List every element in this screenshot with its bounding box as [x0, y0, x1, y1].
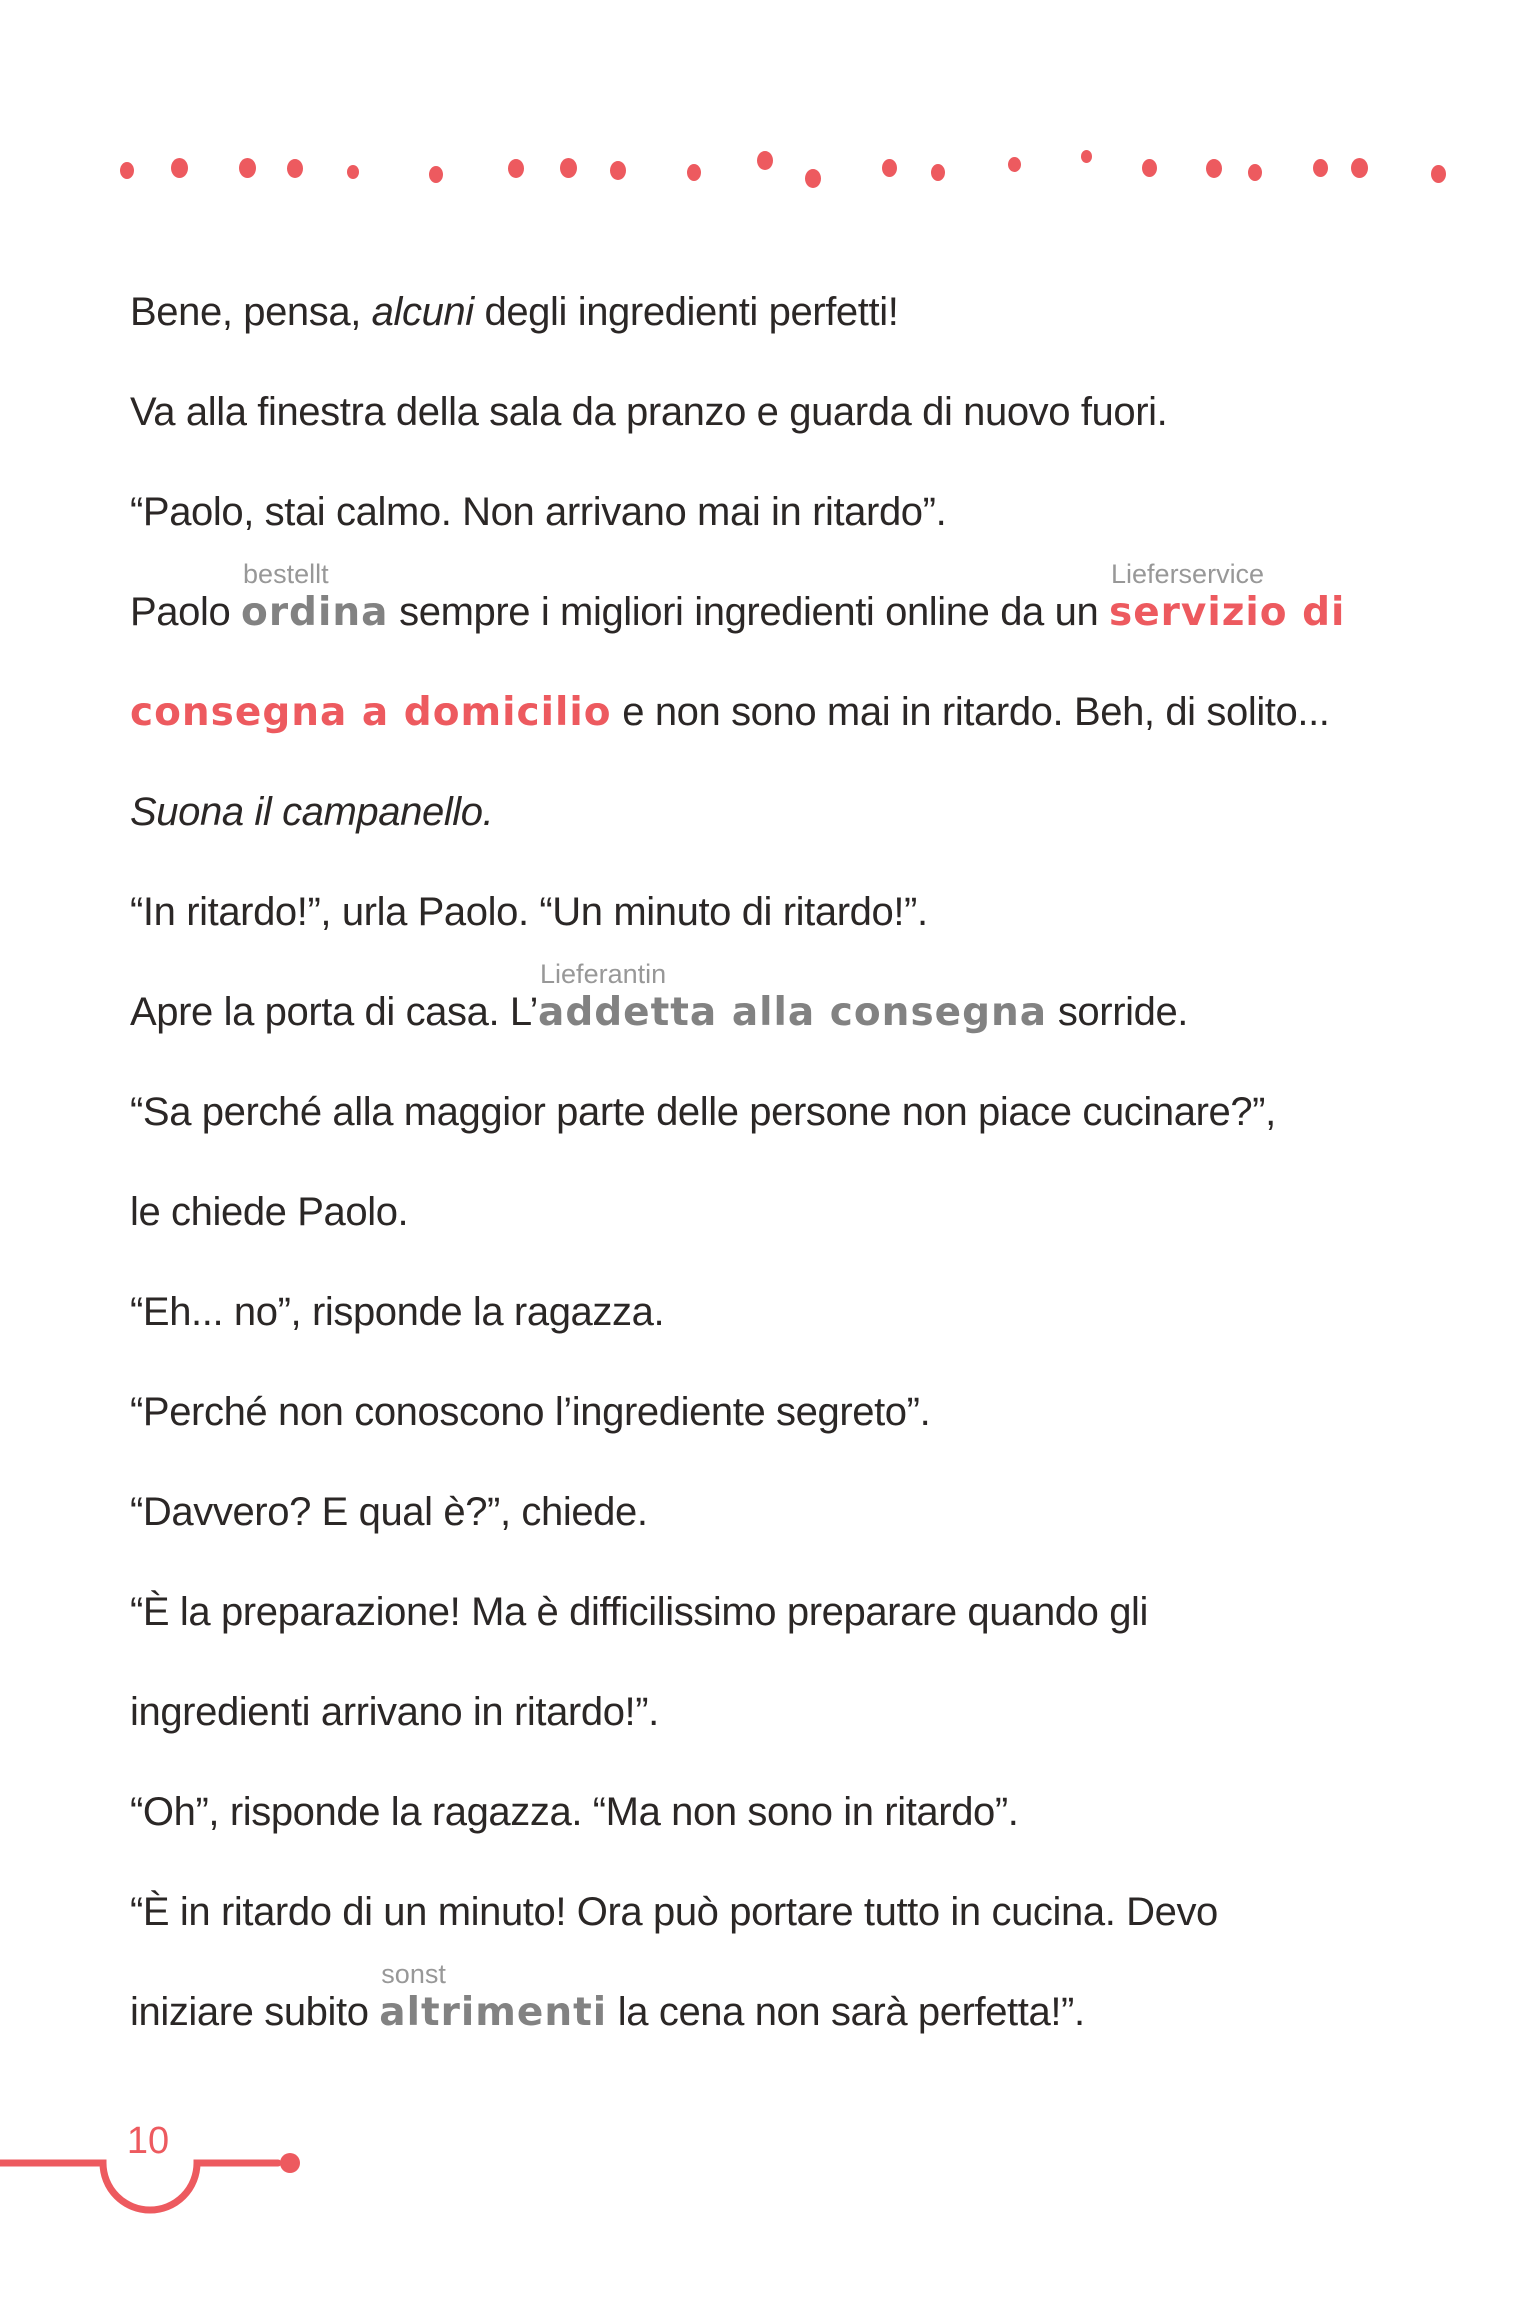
decorative-dot [1431, 165, 1446, 183]
decorative-dot [1142, 159, 1157, 177]
text-segment: le chiede Paolo. [130, 1190, 409, 1234]
story-line [130, 1958, 1493, 2062]
text-segment: ingredienti arrivano in ritardo!”. [130, 1690, 659, 1734]
story-line [130, 362, 1493, 462]
german-gloss-annotation: sonst [381, 1958, 446, 1989]
german-gloss-annotation: Lieferantin [540, 958, 667, 989]
text-segment: “È la preparazione! Ma è difficilissimo preparare quando gli [130, 1590, 1149, 1634]
decorative-dot [120, 162, 134, 179]
text-segment: “È in ritardo di un minuto! Ora può portare tutto in cucina. Devo [130, 1890, 1218, 1934]
text-segment: iniziare subito [130, 1990, 380, 2034]
decorative-dot [1081, 150, 1092, 163]
text-segment: alcuni [371, 290, 474, 334]
story-line [130, 862, 1493, 962]
text-segment: consegna a domicilio [130, 690, 612, 735]
glossed-word: altrimenti sonst [379, 1958, 608, 2035]
text-segment: “Eh... no”, risponde la ragazza. [130, 1290, 665, 1334]
footer-end-dot [280, 2153, 300, 2173]
decorative-dot [1206, 159, 1222, 178]
text-segment: Paolo [130, 590, 242, 634]
decorative-dot [931, 164, 945, 181]
text-segment: sempre i migliori ingredienti online da un [388, 590, 1110, 634]
decorative-dot [347, 165, 359, 179]
german-gloss-annotation: bestellt [243, 558, 329, 589]
text-segment: “Paolo, stai calmo. Non arrivano mai in ritardo”. [130, 490, 947, 534]
text-segment: degli ingredienti perfetti! [473, 290, 899, 334]
decorative-dot [882, 159, 897, 177]
story-line [130, 262, 1493, 362]
decorative-dot [429, 166, 443, 183]
glossed-word: ordina bestellt [241, 558, 389, 635]
story-line [130, 1462, 1493, 1562]
text-segment: “Oh”, risponde la ragazza. “Ma non sono in ritardo”. [130, 1790, 1019, 1834]
decorative-dot [560, 158, 577, 178]
text-segment: la cena non sarà perfetta!”. [607, 1990, 1085, 2034]
decorative-dot [1313, 159, 1328, 177]
decorative-dot [508, 159, 524, 178]
glossed-word: servizio di Lieferservice [1109, 558, 1346, 635]
decorative-dot [1248, 164, 1262, 181]
decorative-dot [610, 161, 626, 180]
story-line [130, 1762, 1493, 1862]
story-line [130, 1562, 1493, 1662]
story-line [130, 1662, 1493, 1762]
story-line [130, 1862, 1493, 1962]
story-line [130, 958, 1493, 1062]
footer-line [0, 2163, 278, 2210]
text-segment: Va alla finestra della sala da pranzo e guarda di nuovo fuori. [130, 390, 1168, 434]
text-segment: sorride. [1047, 990, 1189, 1034]
story-line [130, 462, 1493, 562]
text-segment: “Sa perché alla maggior parte delle persone non piace cucinare?”, [130, 1090, 1276, 1134]
text-segment: Bene, pensa, [130, 290, 372, 334]
text-segment: Suona il campanello. [130, 790, 494, 834]
story-line [130, 1262, 1493, 1362]
decorative-dot [687, 164, 701, 181]
decorative-dot [805, 169, 821, 188]
decorative-dot [171, 158, 188, 178]
decorative-dot [757, 151, 773, 170]
text-segment: “In ritardo!”, urla Paolo. “Un minuto di ritardo!”. [130, 890, 928, 934]
story-line [130, 558, 1493, 662]
text-segment: “Davvero? E qual è?”, chiede. [130, 1490, 648, 1534]
story-line [130, 762, 1493, 862]
decorative-dot [1351, 158, 1368, 178]
glossed-word: addetta alla consegna Lieferantin [538, 958, 1048, 1035]
decorative-dot [239, 158, 256, 178]
german-gloss-annotation: Lieferservice [1111, 558, 1265, 589]
story-line [130, 662, 1493, 762]
text-segment: e non sono mai in ritardo. Beh, di solito... [611, 690, 1330, 734]
story-line [130, 1062, 1493, 1162]
decorative-dot [287, 159, 303, 178]
text-segment: Apre la porta di casa. L’ [130, 990, 539, 1034]
story-line [130, 1362, 1493, 1462]
page-number: 10 [126, 2120, 170, 2162]
text-segment: “Perché non conoscono l’ingrediente segreto”. [130, 1390, 931, 1434]
story-line [130, 1162, 1493, 1262]
decorative-dot [1008, 157, 1021, 172]
story-text [130, 262, 1493, 2062]
decorative-dots-row [0, 0, 1533, 220]
